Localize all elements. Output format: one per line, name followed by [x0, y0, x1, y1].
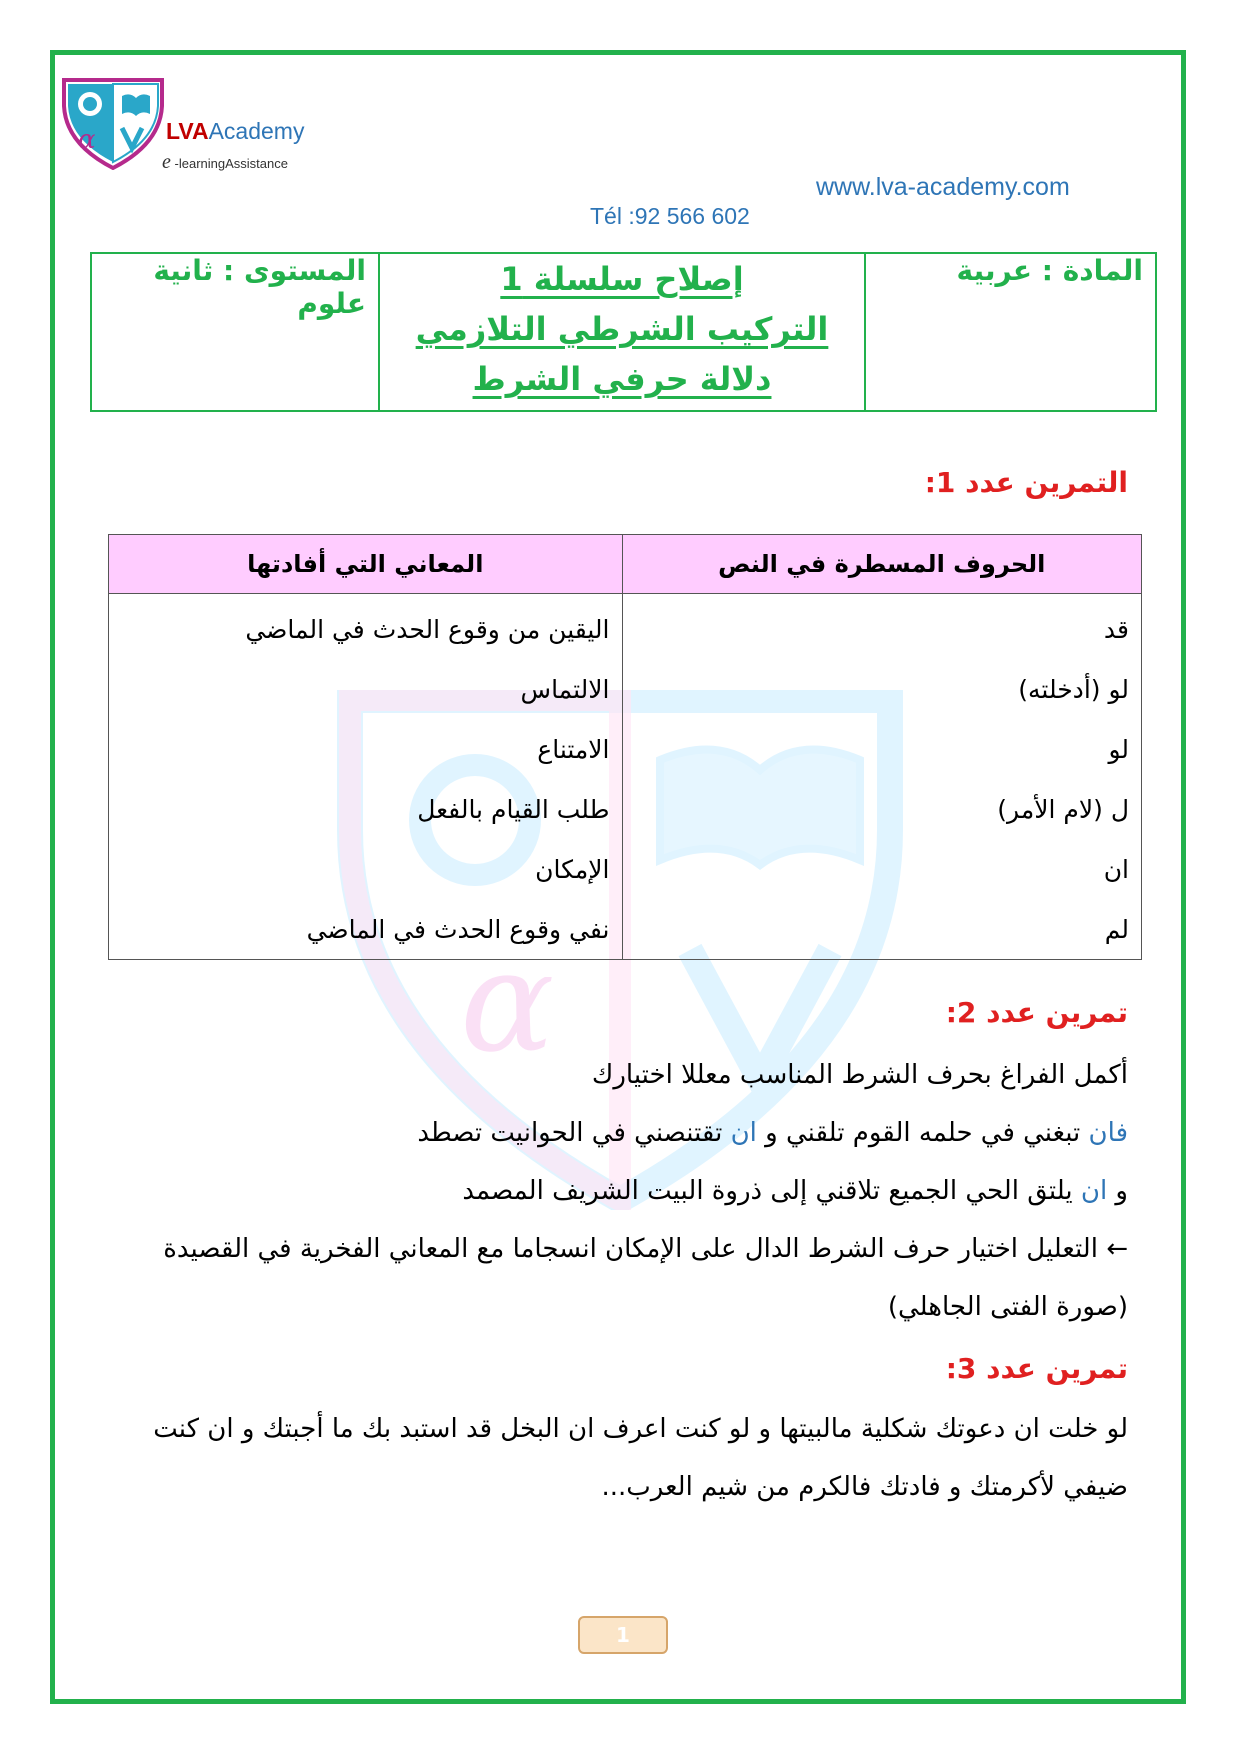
title-cell [379, 253, 865, 411]
letter-cell: لو [622, 719, 1142, 779]
exercise2-reason: ← التعليل اختيار حرف الشرط الدال على الإمكان انسجاما مع المعاني الفخرية في القصيدة [163, 1234, 1128, 1264]
exercise2-reason-cont: (صورة الفتى الجاهلي) [887, 1292, 1128, 1322]
table-row [109, 659, 1142, 719]
brand-tagline: e -learningAssistance [162, 151, 288, 173]
level-cell: المستوى : ثانية علوم [91, 253, 379, 411]
meaning-cell: الامتناع [109, 719, 623, 779]
phone-number: Tél :92 566 602 [590, 203, 750, 229]
meaning-cell: طلب القيام بالفعل [109, 779, 623, 839]
exercise3-title: تمرين عدد 3: [945, 1352, 1128, 1385]
letter-cell: لو (أدخلته) [622, 659, 1142, 719]
answers-table [108, 534, 1142, 960]
letter-cell: ل (لام الأمر) [622, 779, 1142, 839]
svg-text:α: α [460, 921, 555, 1084]
website-url: www.lva-academy.com [816, 173, 1070, 201]
col-letters-header: الحروف المسطرة في النص [622, 535, 1142, 594]
table-row [109, 899, 1142, 960]
table-row [109, 779, 1142, 839]
exercise1-title: التمرين عدد 1: [924, 466, 1128, 499]
title-line-1: إصلاح سلسلة 1 [500, 260, 744, 298]
letter-cell: ان [622, 839, 1142, 899]
letter-cell: قد [622, 594, 1142, 660]
meaning-cell: نفي وقوع الحدث في الماضي [109, 899, 623, 960]
meaning-cell: اليقين من وقوع الحدث في الماضي [109, 594, 623, 660]
exercise2-verse-2: و ان يلتق الحي الجميع تلاقني إلى ذروة البيت الشريف المصمد [462, 1176, 1128, 1206]
brand-name: LVAAcademy [166, 118, 305, 144]
table-row [109, 719, 1142, 779]
exercise2-verse-1: فان تبغني في حلمه القوم تلقني و ان تقتنصني في الحوانيت تصطد [417, 1118, 1128, 1148]
letter-cell: لم [622, 899, 1142, 960]
table-row [109, 839, 1142, 899]
header-box [90, 252, 1157, 412]
academy-logo [60, 76, 166, 170]
logo-alpha: α [78, 125, 96, 155]
exercise3-line-2: ضيفي لأكرمتك و فادتك فالكرم من شيم العرب... [601, 1472, 1128, 1502]
exercise3-line-1: لو خلت ان دعوتك شكلية مالبيتها و لو كنت اعرف ان البخل قد استبد بك ما أجبتك و ان كنت [153, 1414, 1128, 1444]
title-line-3: دلالة حرفي الشرط [472, 360, 772, 398]
exercise2-title: تمرين عدد 2: [945, 996, 1128, 1029]
col-meanings-header: المعاني التي أفادتها [109, 535, 623, 594]
page-number: 1 [578, 1616, 668, 1654]
meaning-cell: الإمكان [109, 839, 623, 899]
title-line-2: التركيب الشرطي التلازمي [415, 310, 829, 348]
meaning-cell: الالتماس [109, 659, 623, 719]
subject-cell: المادة : عربية [865, 253, 1156, 411]
table-row [109, 594, 1142, 660]
exercise2-instruction: أكمل الفراغ بحرف الشرط المناسب معللا اختيارك [591, 1060, 1128, 1090]
